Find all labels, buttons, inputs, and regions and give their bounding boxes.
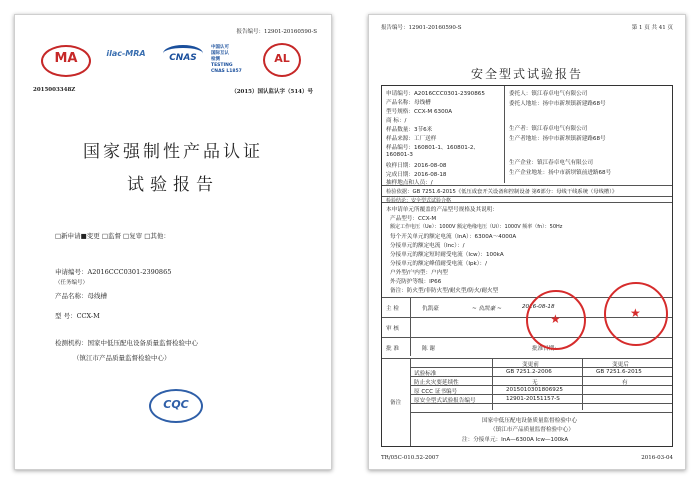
remark-label: 备注 [390, 400, 402, 406]
cover-subtitle: 试验报告 [127, 175, 219, 195]
field-product-name: 产品名称：母线槽 [55, 292, 107, 300]
testing-mark: 中国认可 国际互认 检测 TESTING CNAS L1857 [211, 45, 242, 74]
cqc-logo: CQC [149, 389, 203, 423]
accreditation-number: （2015）国认监认字（514）号 [231, 89, 313, 95]
report-number: 报告编号：12901-20160590-S [381, 25, 462, 31]
cnas-logo: CNAS [159, 45, 207, 71]
form-code: TR/05C-010.52-2007 [381, 455, 439, 461]
ilac-logo: ilac-MRA [106, 49, 146, 58]
red-seal-1: ★ [526, 290, 586, 350]
cert-number: 2015003348Z [33, 87, 76, 93]
cover-page [14, 14, 332, 470]
cma-logo: MA [41, 45, 91, 77]
signature: ~ 仇凯豪 ~ [472, 306, 502, 312]
form-date: 2016-03-04 [641, 455, 673, 461]
report-title: 安全型式试验报告 [470, 67, 583, 81]
report-page [368, 14, 686, 470]
testing-org-sub: （镇江市产品质量监督检验中心） [73, 354, 171, 362]
cal-logo: AL [263, 43, 301, 77]
cover-title: 国家强制性产品认证 [83, 142, 263, 162]
page-number: 第 1 页 共 41 页 [631, 25, 673, 31]
application-type: □新申请■变更 □监督 □复审 □其他： [55, 232, 170, 240]
red-seal-2: ★ [604, 282, 668, 346]
report-number: 报告编号：12901-20160590-S [236, 29, 317, 35]
covered-models: 本申请单元所覆盖的产品型号规格及其说明： [386, 207, 498, 213]
testing-org: 检测机构：国家中低压配电设备质量监督检验中心 [55, 339, 198, 347]
field-application-no: 申请编号：A2016CCC0301-2390865 [55, 268, 172, 276]
field-model: 型 号：CCX-M [55, 312, 100, 320]
field-task-no: （任务编号） [55, 280, 89, 286]
report-table: 申请编号：A2016CCC0301-2390865 产品名称：母线槽 型号规格：CCX-M 6300A 商 标：/ 样品数量：3节6米 样品来源：工厂送样 样品编号：160801-1、160801-2、 160801-3 收样日期：2016-08-08 完成日期：2016-08-18 抽样地点和人员：/ 委托人：镇江春卓电气有限公司 委托人地址：扬中市新坝镇新建路68号 生产者：镇江春卓电气有限公司 生产者地址：扬中市新坝镇新建路68号 生产企业：镇江春卓电气有限公司 生产企业地址：扬中市新坝镇前进路68号 检验依据：GB 7251.6-2015《低压成套开关设备和控制设备 第6部分：母线干线系统（母线槽）》 检验结论：安全型式试验合格 本申请单元所覆盖的产品型号规格及其说明： 产品型号：CCX-M 额定工作电压（Ue）：1000V 额定绝缘电压（Ui）：1000V 频率（fn）：50Hz 每个开关单元的额定电流（InA）：6300A～4000A 分接单元的额定电流（Inc）：/ 分接单元的额定短时耐受电流（Icw）：100kA 分接单元的额定峰值耐受电流（Ipk）：/ 户外型/户内型：户内型 外壳防护等级：IP66 备注：防火型/非防火型/耐火型/防火/耐火型 主 检 仇凯豪 ~ 仇凯豪 ~ 2016-08-18 审 核 批 准 陈 谢 批准日期： ★ ★ 变更前 变更后 试验标准 GB 7251.2-2006 GB 7251.6-2015 防止火灾要延续性 无 有 原 CCC 证书编号 2015010301806925 原安全型式试验报告编号 12901-20151157-S 备注 国家中低压配电设备质量监督检验中心 （镇江市产品质量监督检验中心） 注：分接单元：InA—6300A Icw—100kA [381, 85, 673, 447]
test-standard: 检验依据：GB 7251.6-2015《低压成套开关设备和控制设备 第6部分：母线干线系统（母线槽）》 [386, 189, 618, 195]
test-conclusion: 检验结论：安全型式试验合格 [386, 198, 452, 204]
